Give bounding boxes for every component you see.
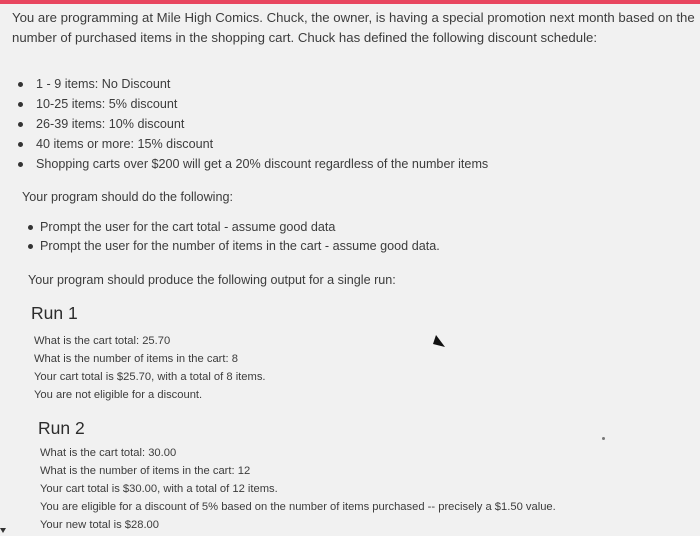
list-item: 10-25 items: 5% discount bbox=[14, 94, 488, 114]
list-item: Prompt the user for the number of items in the cart - assume good data. bbox=[22, 237, 440, 256]
requirements-list bbox=[22, 218, 440, 256]
bullet-icon bbox=[18, 142, 23, 147]
list-item: 1 - 9 items: No Discount bbox=[14, 74, 488, 94]
output-line: Your cart total is $30.00, with a total of 12 items. bbox=[40, 483, 278, 495]
run-1-heading: Run 1 bbox=[31, 303, 78, 323]
requirements-intro: Your program should do the following: bbox=[22, 190, 233, 204]
output-intro: Your program should produce the following output for a single run: bbox=[28, 273, 396, 287]
caret-down-icon[interactable] bbox=[0, 528, 6, 534]
bullet-icon bbox=[18, 122, 23, 127]
accent-bar bbox=[0, 0, 700, 4]
bullet-icon bbox=[28, 244, 33, 249]
output-line: What is the cart total: 25.70 bbox=[34, 335, 171, 347]
output-line: What is the cart total: 30.00 bbox=[40, 447, 177, 459]
discount-schedule-list bbox=[14, 74, 488, 174]
run-1-output bbox=[34, 332, 266, 404]
output-line: You are eligible for a discount of 5% based on the number of items purchased -- precisely a $1.50 value. bbox=[40, 501, 556, 513]
bullet-icon bbox=[18, 162, 23, 167]
list-item: Shopping carts over $200 will get a 20% discount regardless of the number items bbox=[14, 154, 488, 174]
list-item: Prompt the user for the cart total - assume good data bbox=[22, 218, 440, 237]
output-line: Your cart total is $25.70, with a total of 8 items. bbox=[34, 371, 266, 383]
bullet-icon bbox=[18, 102, 23, 107]
output-line: You are not eligible for a discount. bbox=[34, 389, 203, 401]
bullet-icon bbox=[18, 82, 23, 87]
run-2-output bbox=[40, 444, 556, 534]
intro-paragraph: You are programming at Mile High Comics. Chuck, the owner, is having a special promotion next month based on the number of purchased items in the shopping cart. Chuck has defined the following discount schedule: bbox=[12, 10, 695, 45]
output-line: What is the number of items in the cart: 12 bbox=[40, 465, 251, 477]
output-line: What is the number of items in the cart: 8 bbox=[34, 353, 238, 365]
run-2-heading: Run 2 bbox=[38, 418, 85, 438]
mouse-cursor-icon bbox=[430, 334, 446, 348]
list-item: 26-39 items: 10% discount bbox=[14, 114, 488, 134]
list-item: 40 items or more: 15% discount bbox=[14, 134, 488, 154]
bullet-icon bbox=[28, 225, 33, 230]
output-line: Your new total is $28.00 bbox=[40, 519, 160, 531]
speck bbox=[602, 437, 605, 440]
